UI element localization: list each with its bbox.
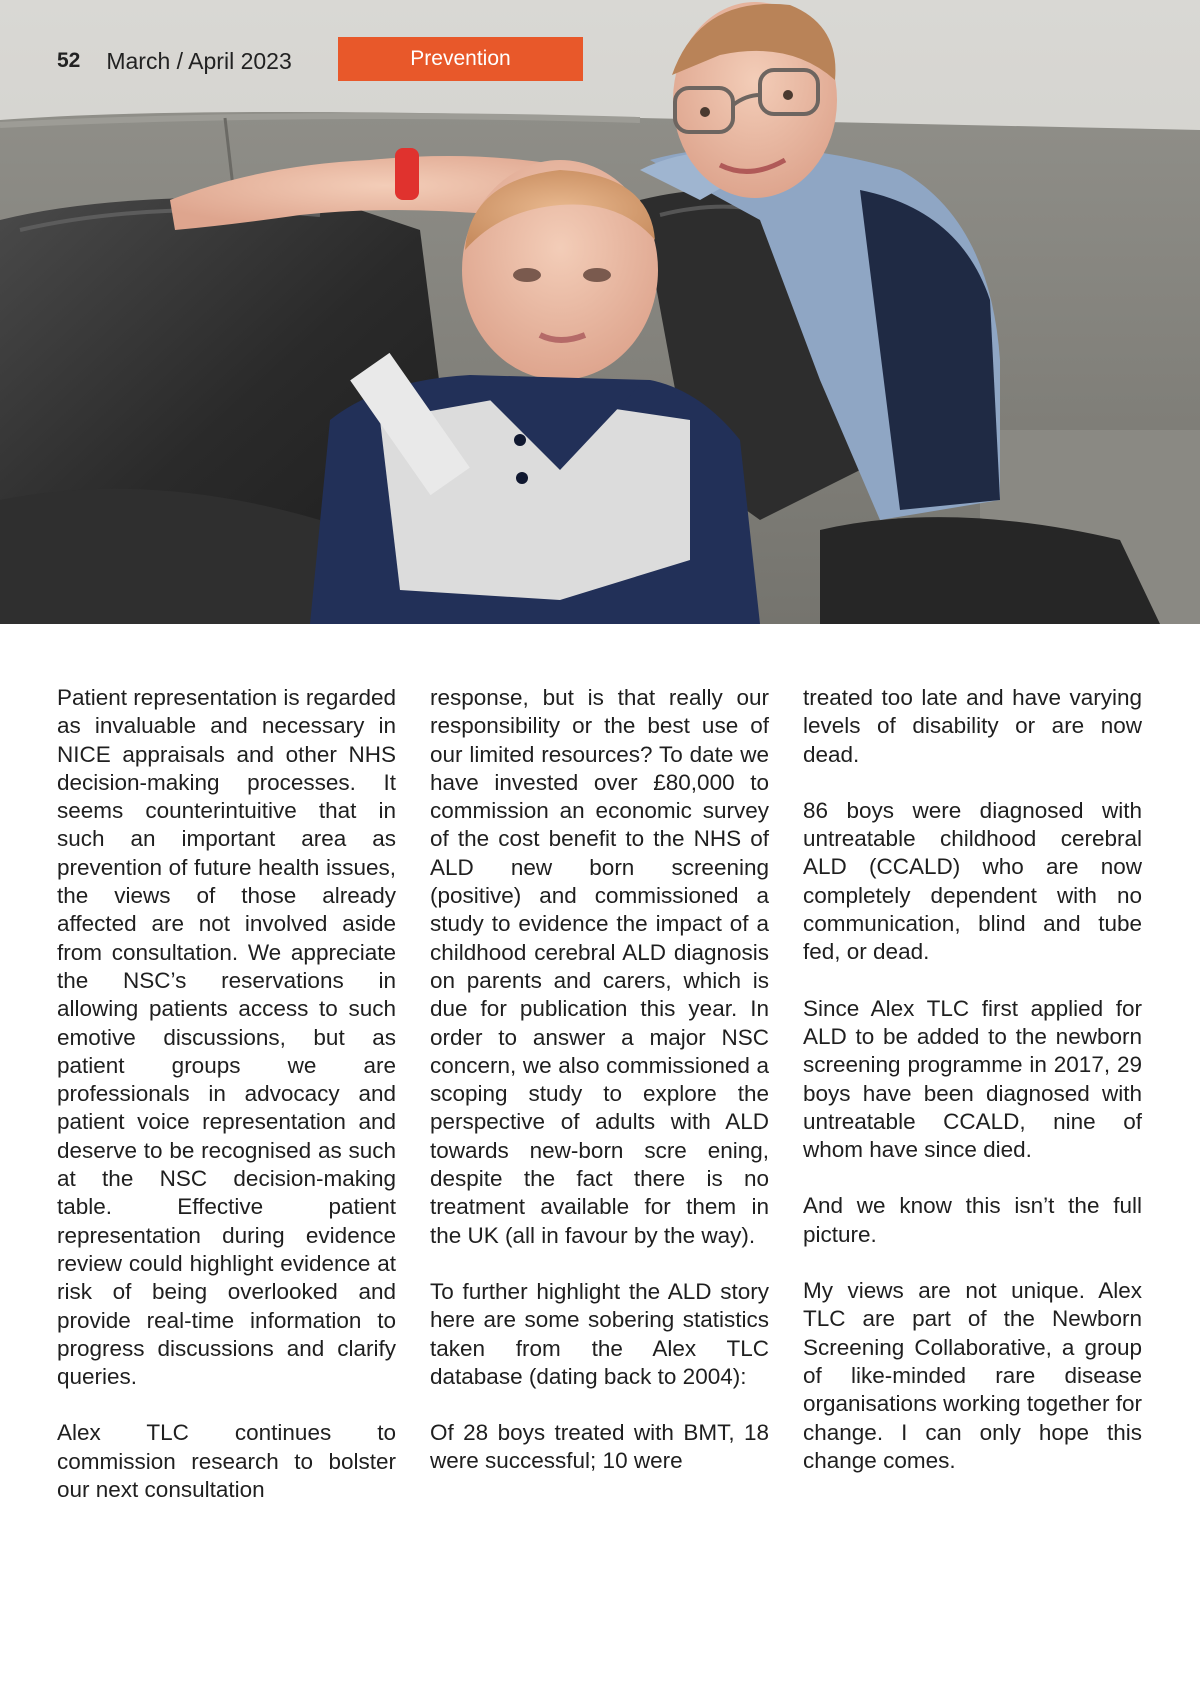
issue-date: March / April 2023 xyxy=(106,47,292,74)
paragraph: treated too late and have varying levels of disability or are now dead. xyxy=(803,685,1142,767)
section-badge: Prevention xyxy=(338,37,583,81)
article-column-1 xyxy=(57,684,396,1532)
paragraph: Since Alex TLC first applied for ALD to be added to the newborn screening programme in 2017, 29 boys have been diagnosed with untreatable CCALD, nine of whom have since died. xyxy=(803,995,1142,1163)
hero-photo-illustration xyxy=(0,0,1200,624)
article-column-2 xyxy=(430,684,769,1532)
page-number: 52 xyxy=(57,49,81,72)
paragraph: response, but is that really our responsibility or the best use of our limited resources? To date we have invested over £80,000 to commission an economic survey of the cost benefit to the NHS of ALD new born screening (positive) and commissioned a study to evidence the impact of a childhood cerebral ALD diagnosis on parents and carers, which is due for publication this year. In order to answer a major NSC concern, we also commissioned a scoping study to explore the perspective of adults with ALD towards new-born scre ening, despite the fact there is no treatment available for them in the UK (all in favour by the way). xyxy=(430,685,769,1248)
paragraph: Alex TLC continues to commission research to bolster our next consultation xyxy=(57,1420,396,1503)
paragraph: My views are not unique. Alex TLC are part of the Newborn Screening Collaborative, a group of like-minded rare disease organisations working together for change. I can only hope this change comes. xyxy=(803,1278,1142,1473)
red-wristband xyxy=(395,148,419,200)
article-column-3 xyxy=(803,684,1142,1532)
paragraph: Patient representation is regarded as invaluable and necessary in NICE appraisals and other NHS decision-making processes. It seems counterintuitive that in such an important area as prevention of future health issues, the views of those already affected are not involved aside from consultation. We appreciate the NSC’s reservations in allowing patients access to such emotive discussions, but as patient groups we are professionals in advocacy and patient voice representation and deserve to be recognised as such at the NSC decision-making table. Effective patient representation during evidence review could highlight evidence at risk of being overlooked and provide real-time information to progress discussions and clarify queries. xyxy=(57,685,396,1390)
paragraph: Of 28 boys treated with BMT, 18 were successful; 10 were xyxy=(430,1420,769,1474)
page-header xyxy=(57,44,292,78)
paragraph: And we know this isn’t the full picture. xyxy=(803,1193,1142,1247)
hero-photo xyxy=(0,0,1200,624)
article-body xyxy=(57,684,1143,1532)
paragraph: 86 boys were diagnosed with untreatable childhood cerebral ALD (CCALD) who are now completely dependent with no communication, blind and tube fed, or dead. xyxy=(803,797,1142,965)
paragraph: To further highlight the ALD story here are some sobering statistics taken from the Alex TLC database (dating back to 2004): xyxy=(430,1278,769,1389)
